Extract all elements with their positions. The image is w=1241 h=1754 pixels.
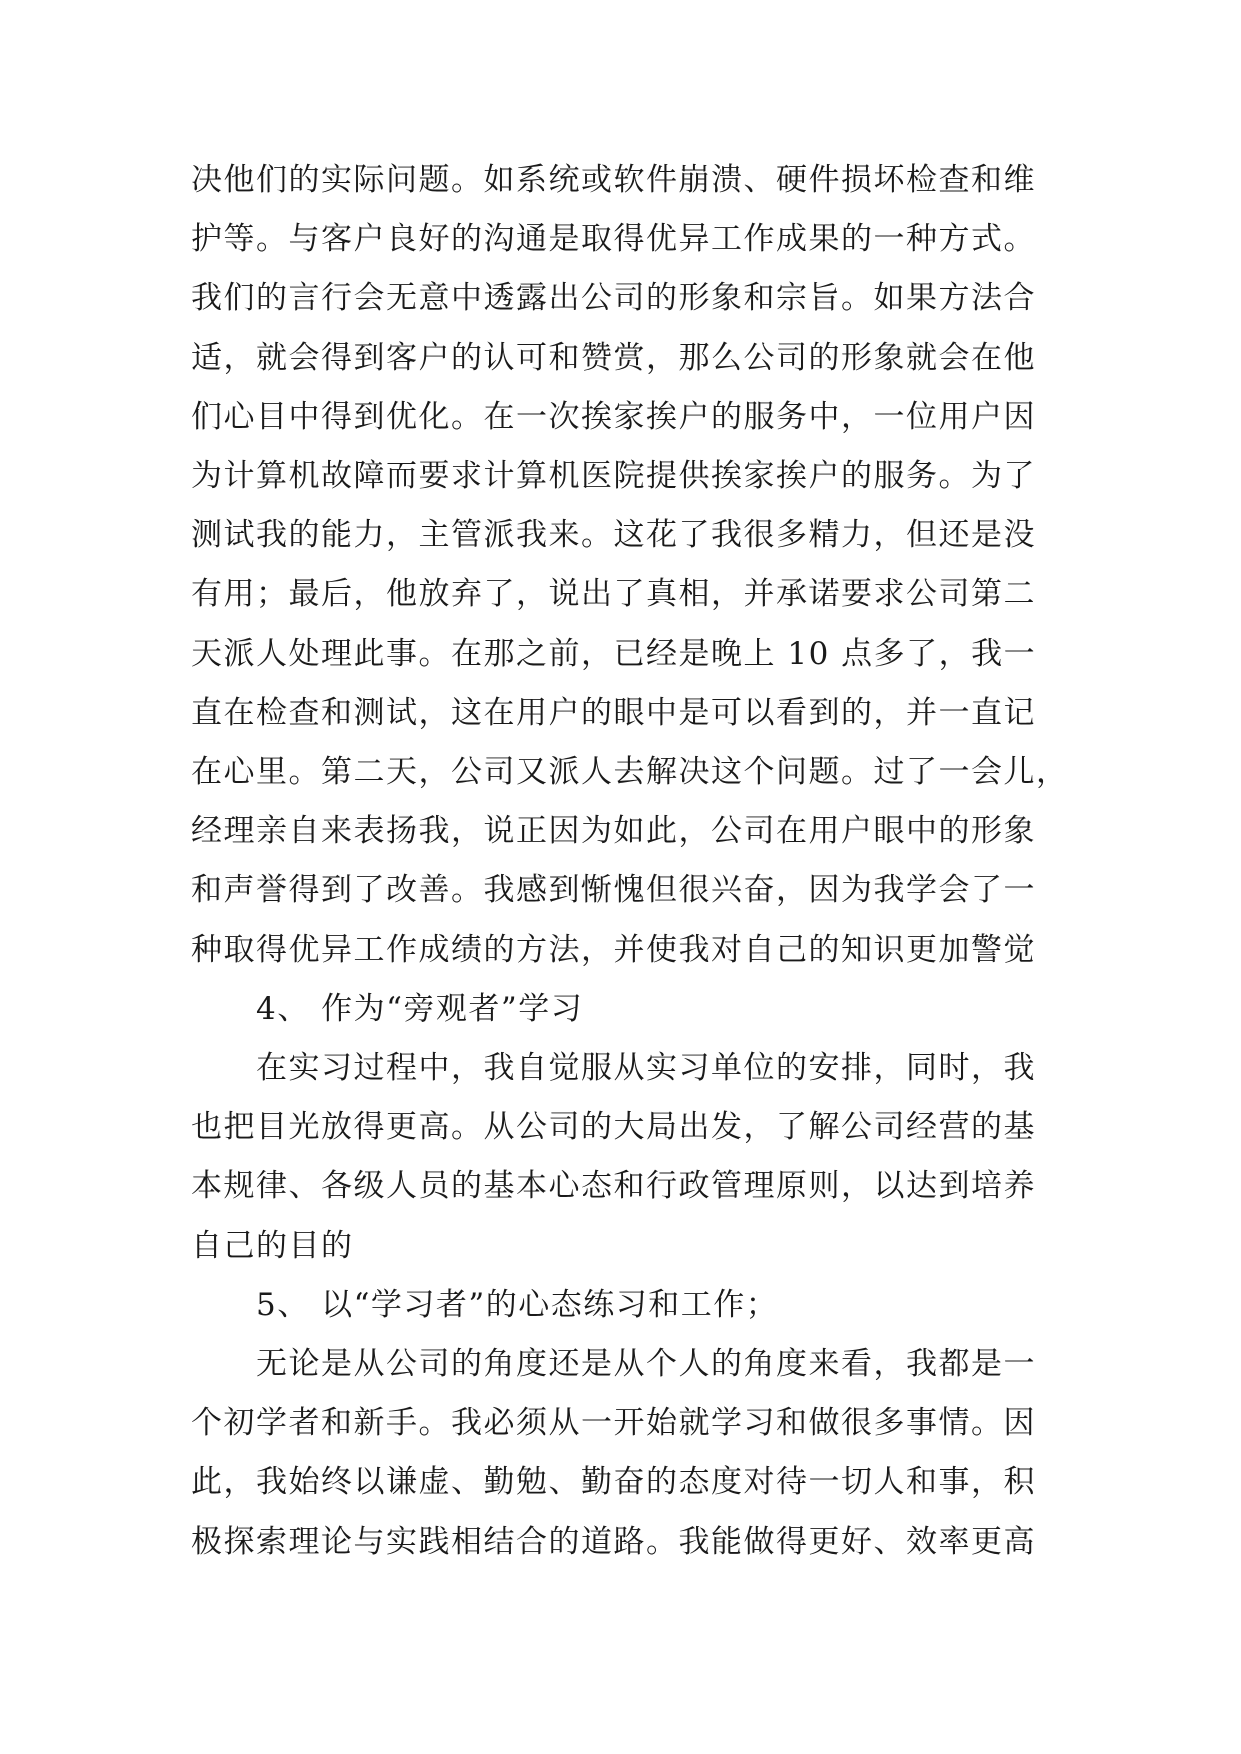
text-line: 护等。与客户良好的沟通是取得优异工作成果的一种方式。	[191, 221, 1036, 257]
text-line: 和声誉得到了改善。我感到惭愧但很兴奋，因为我学会了一	[191, 872, 1036, 908]
text-line: 适，就会得到客户的认可和赞赏，那么公司的形象就会在他	[191, 340, 1036, 376]
text-line: 极探索理论与实践相结合的道路。我能做得更好、效率更高	[191, 1524, 1036, 1560]
text-line: 4、 作为“旁观者”学习	[256, 991, 584, 1027]
text-line: 自己的目的	[191, 1228, 354, 1264]
text-line: 本规律、各级人员的基本心态和行政管理原则，以达到培养	[191, 1168, 1036, 1204]
text-line: 个初学者和新手。我必须从一开始就学习和做很多事情。因	[191, 1405, 1036, 1441]
text-line: 经理亲自来表扬我，说正因为如此，公司在用户眼中的形象	[191, 813, 1036, 849]
text-line: 在心里。第二天，公司又派人去解决这个问题。过了一会儿，	[191, 754, 1069, 790]
text-line: 直在检查和测试，这在用户的眼中是可以看到的，并一直记	[191, 695, 1036, 731]
text-line: 种取得优异工作成绩的方法，并使我对自己的知识更加警觉	[191, 932, 1036, 968]
text-line: 也把目光放得更高。从公司的大局出发，了解公司经营的基	[191, 1109, 1036, 1145]
text-line: 在实习过程中，我自觉服从实习单位的安排，同时，我	[256, 1050, 1036, 1086]
text-line: 无论是从公司的角度还是从个人的角度来看，我都是一	[256, 1346, 1036, 1382]
text-line: 测试我的能力，主管派我来。这花了我很多精力，但还是没	[191, 517, 1036, 553]
text-line: 天派人处理此事。在那之前，已经是晚上 10 点多了，我一	[191, 636, 1037, 672]
text-line: 们心目中得到优化。在一次挨家挨户的服务中，一位用户因	[191, 399, 1036, 435]
text-line: 有用；最后，他放弃了，说出了真相，并承诺要求公司第二	[191, 576, 1036, 612]
text-line: 我们的言行会无意中透露出公司的形象和宗旨。如果方法合	[191, 280, 1036, 316]
text-line: 决他们的实际问题。如系统或软件崩溃、硬件损坏检查和维	[191, 162, 1036, 198]
text-line: 为计算机故障而要求计算机医院提供挨家挨户的服务。为了	[191, 458, 1036, 494]
text-line: 此，我始终以谦虚、勤勉、勤奋的态度对待一切人和事，积	[191, 1464, 1036, 1500]
text-line: 5、 以“学习者”的心态练习和工作；	[256, 1287, 779, 1323]
